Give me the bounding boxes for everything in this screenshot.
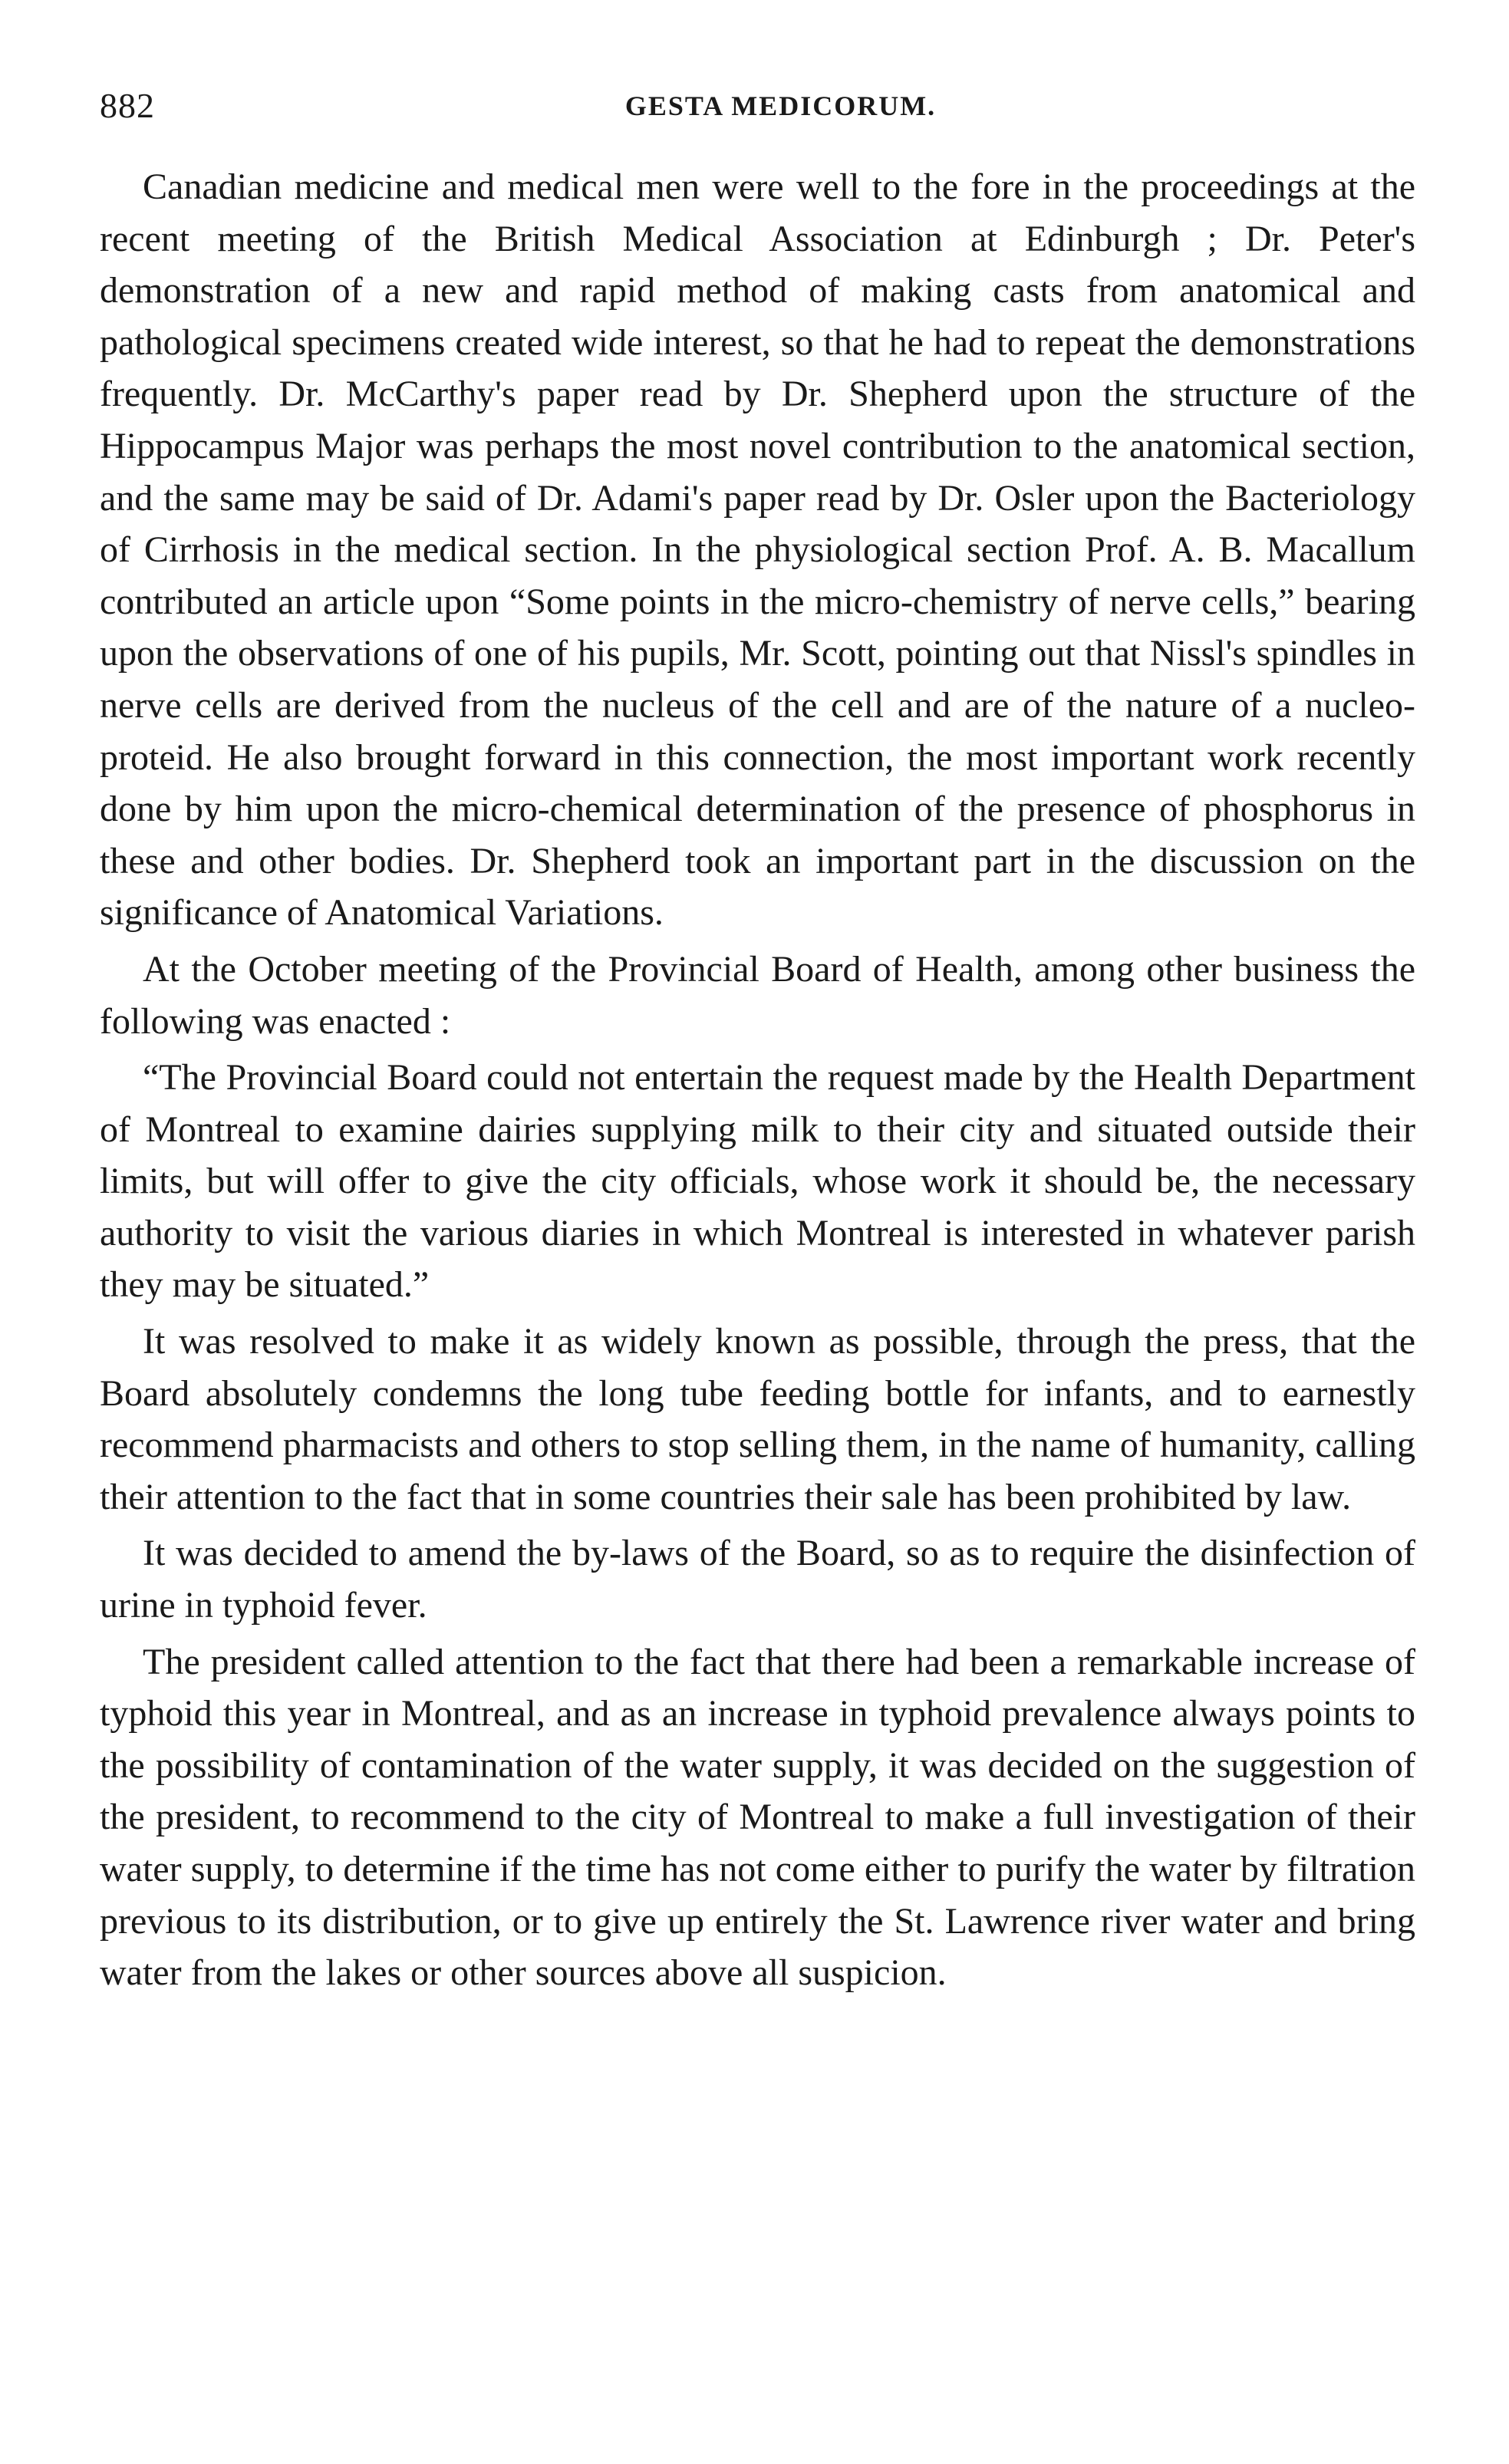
body-text (100, 161, 1415, 2004)
paragraph-feeding-bottle: It was resolved to make it as widely known as possible, through the press, that the Board absolutely condemns the long tube feeding bottle for infants, and to earnestly recommend pharmacists and others to stop selling them, in the name of humanity, calling their attention to the fact that in some countries their sale has been prohibited by law. (100, 1321, 1415, 1517)
page-number: 882 (100, 86, 155, 125)
paragraph-bma-meeting: Canadian medicine and medical men were well to the fore in the proceedings at the recent meeting of the British Medical Association at Edinburgh ; Dr. Peter's demonstration of a new and rapid method of making casts from anatomical and pathological specimens created wide interest, so that he had to repeat the demonstrations frequently. Dr. McCarthy's paper read by Dr. Shepherd upon the structure of the Hippocampus Major was perhaps the most novel contribution to the anatomical section, and the same may be said of Dr. Adami's paper read by Dr. Osler upon the Bacteriology of Cirrhosis in the medical section. In the physiological section Prof. A. B. Macallum contributed an article upon “Some points in the micro-chemistry of nerve cells,” bearing upon the observations of one of his pupils, Mr. Scott, pointing out that Nissl's spindles in nerve cells are derived from the nucleus of the cell and are of the nature of a nucleo-proteid. He also brought forward in this connection, the most important work recently done by him upon the micro-chemical determination of the presence of phosphorus in these and other bodies. Dr. Shepherd took an important part in the discussion on the significance of Anatomical Variations. (100, 166, 1415, 934)
paragraph-by-laws: It was decided to amend the by-laws of the Board, so as to require the disinfection of urine in typhoid fever. (100, 1533, 1415, 1626)
paragraph-provincial-board: At the October meeting of the Provincial Board of Health, among other business the following was enacted : (100, 948, 1415, 1042)
paragraph-board-quote: “The Provincial Board could not entertain the request made by the Health Department of Montreal to examine dairies supplying milk to their city and situated outside their limits, but will offer to give the city officials, whose work it should be, the necessary authority to visit the various diaries in which Montreal is interested in whatever parish they may be situated.” (100, 1057, 1415, 1306)
page-header (100, 83, 1415, 129)
paragraph-typhoid: The president called attention to the fact that there had been a remarkable increase of typhoid this year in Montreal, and as an increase in typhoid prevalence always points to the possibility of contamination of the water supply, it was decided on the suggestion of the president, to recommend to the city of Montreal to make a full investigation of their water supply, to determine if the time has not come either to purify the water by filtration previous to its distribution, or to give up entirely the St. Lawrence river water and bring water from the lakes or other sources above all suspicion. (100, 1641, 1415, 1994)
running-title: GESTA MEDICORUM. (624, 91, 937, 121)
